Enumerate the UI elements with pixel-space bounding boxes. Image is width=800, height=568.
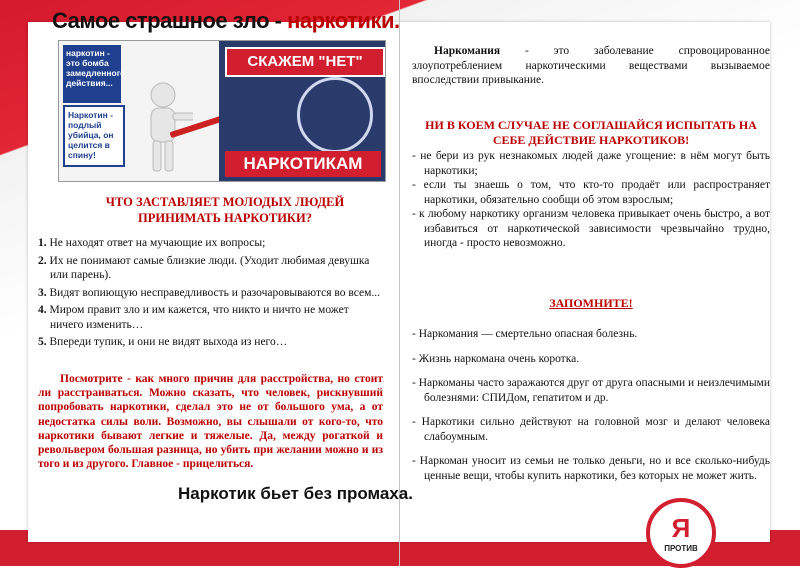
definition-term: Наркомания [434, 45, 501, 57]
title-part1: Самое страшное зло - [52, 8, 288, 33]
advice-list [412, 149, 770, 251]
list-item-number: 3. [38, 286, 47, 299]
list-item [38, 286, 383, 301]
banner-text-box-1: наркотин - это бомба замедленного действия... [63, 45, 121, 103]
list-item-number: 1. [38, 237, 47, 249]
list-item: - Наркомания — смертельно опасная болезнь. [412, 328, 638, 340]
definition-paragraph [412, 44, 770, 88]
list-item [38, 236, 383, 251]
banner-text-box-2: Наркотин - подлый убийца, он целится в спину! [63, 105, 125, 167]
banner-slogan-bottom: НАРКОТИКАМ [225, 151, 381, 177]
badge-label: ПРОТИВ [664, 544, 698, 553]
motivation-paragraph: Посмотрите - как много причин для расстройства, но стоит ли расстраиваться. Можно сказать, что человек, рискнувший попробовать наркотики, сделал это не от большого ума, а от недостатка силы воли. Возможно, вы слышали от кого-то, что наркотики бывают легкие и тяжелые. Да, между рогаткой и револьвером большая разница, но убить при желании можно и из того и из другого. Главное - прицелиться. [38, 373, 383, 471]
badge-letter: Я [671, 513, 691, 543]
list-item: - Наркоманы часто заражаются друг от друга опасными и неизлечимыми болезнями: СПИДом, гепатитом и др. [412, 377, 770, 404]
warning-heading: НИ В КОЕМ СЛУЧАЕ НЕ СОГЛАШАЙСЯ ИСПЫТАТЬ НА СЕБЕ ДЕЙСТВИЕ НАРКОТИКОВ! [425, 118, 757, 147]
list-item-number: 2. [38, 254, 47, 267]
title-part2: наркотики. [287, 8, 400, 33]
remember-heading: ЗАПОМНИТЕ! [549, 296, 633, 310]
fold-divider [399, 0, 400, 566]
list-item: - Наркотики сильно действуют на головной мозг и делают человека слабоумным. [412, 416, 770, 443]
slogan-bottom-title: Наркотик бьет без промаха. [178, 484, 413, 503]
facts-list [412, 327, 770, 493]
list-item-number: 5. [38, 336, 47, 348]
page-title [52, 8, 400, 34]
list-item: - Наркоман уносит из семьи не только деньги, но и все сколько-нибудь ценные вещи, чтобы купить наркотики, без которых не может жить. [412, 455, 770, 482]
definition-text: - это заболевание спровоцированное злоупотреблением наркотическими веществами вызываемое впоследствии привыкание. [412, 45, 770, 86]
against-badge-logo [646, 498, 716, 568]
list-item [38, 254, 383, 283]
list-item [38, 335, 383, 350]
anti-drug-banner-image [58, 40, 386, 182]
list-item-text: Не находят ответ на мучающие их вопросы; [49, 237, 266, 249]
list-item [38, 303, 383, 332]
list-item-text: Миром правит зло и им кажется, что никто и ничто не может ничего изменить… [49, 304, 349, 331]
question-heading: ЧТО ЗАСТАВЛЯЕТ МОЛОДЫХ ЛЮДЕЙ ПРИНИМАТЬ НАРКОТИКИ? [105, 195, 345, 225]
list-item: - если ты знаешь о том, что кто-то продаёт или распространяет наркотики, обязательно сообщи об этом взрослым; [412, 179, 770, 206]
list-item-text: Видят вопиющую несправедливость и разочаровываются во всем... [49, 286, 380, 299]
banner-slogan-top: СКАЖЕМ "НЕТ" [225, 47, 385, 77]
list-item: - Жизнь наркомана очень коротка. [412, 352, 580, 365]
list-item: - не бери из рук незнакомых людей даже угощение: в нём могут быть наркотики; [412, 150, 770, 177]
list-item-text: Их не понимают самые близкие люди. (Уходит любимая девушка или парень). [49, 254, 370, 281]
list-item-text: Впереди тупик, и они не видят выхода из него… [49, 336, 288, 348]
list-item-number: 4. [38, 304, 47, 316]
crosshair-icon [297, 77, 373, 153]
list-item: - к любому наркотику организм человека привыкает очень быстро, а вот избавиться от наркотической зависимости чрезвычайно трудно, иногда - просто невозможно. [412, 208, 770, 249]
reasons-list [38, 236, 383, 353]
